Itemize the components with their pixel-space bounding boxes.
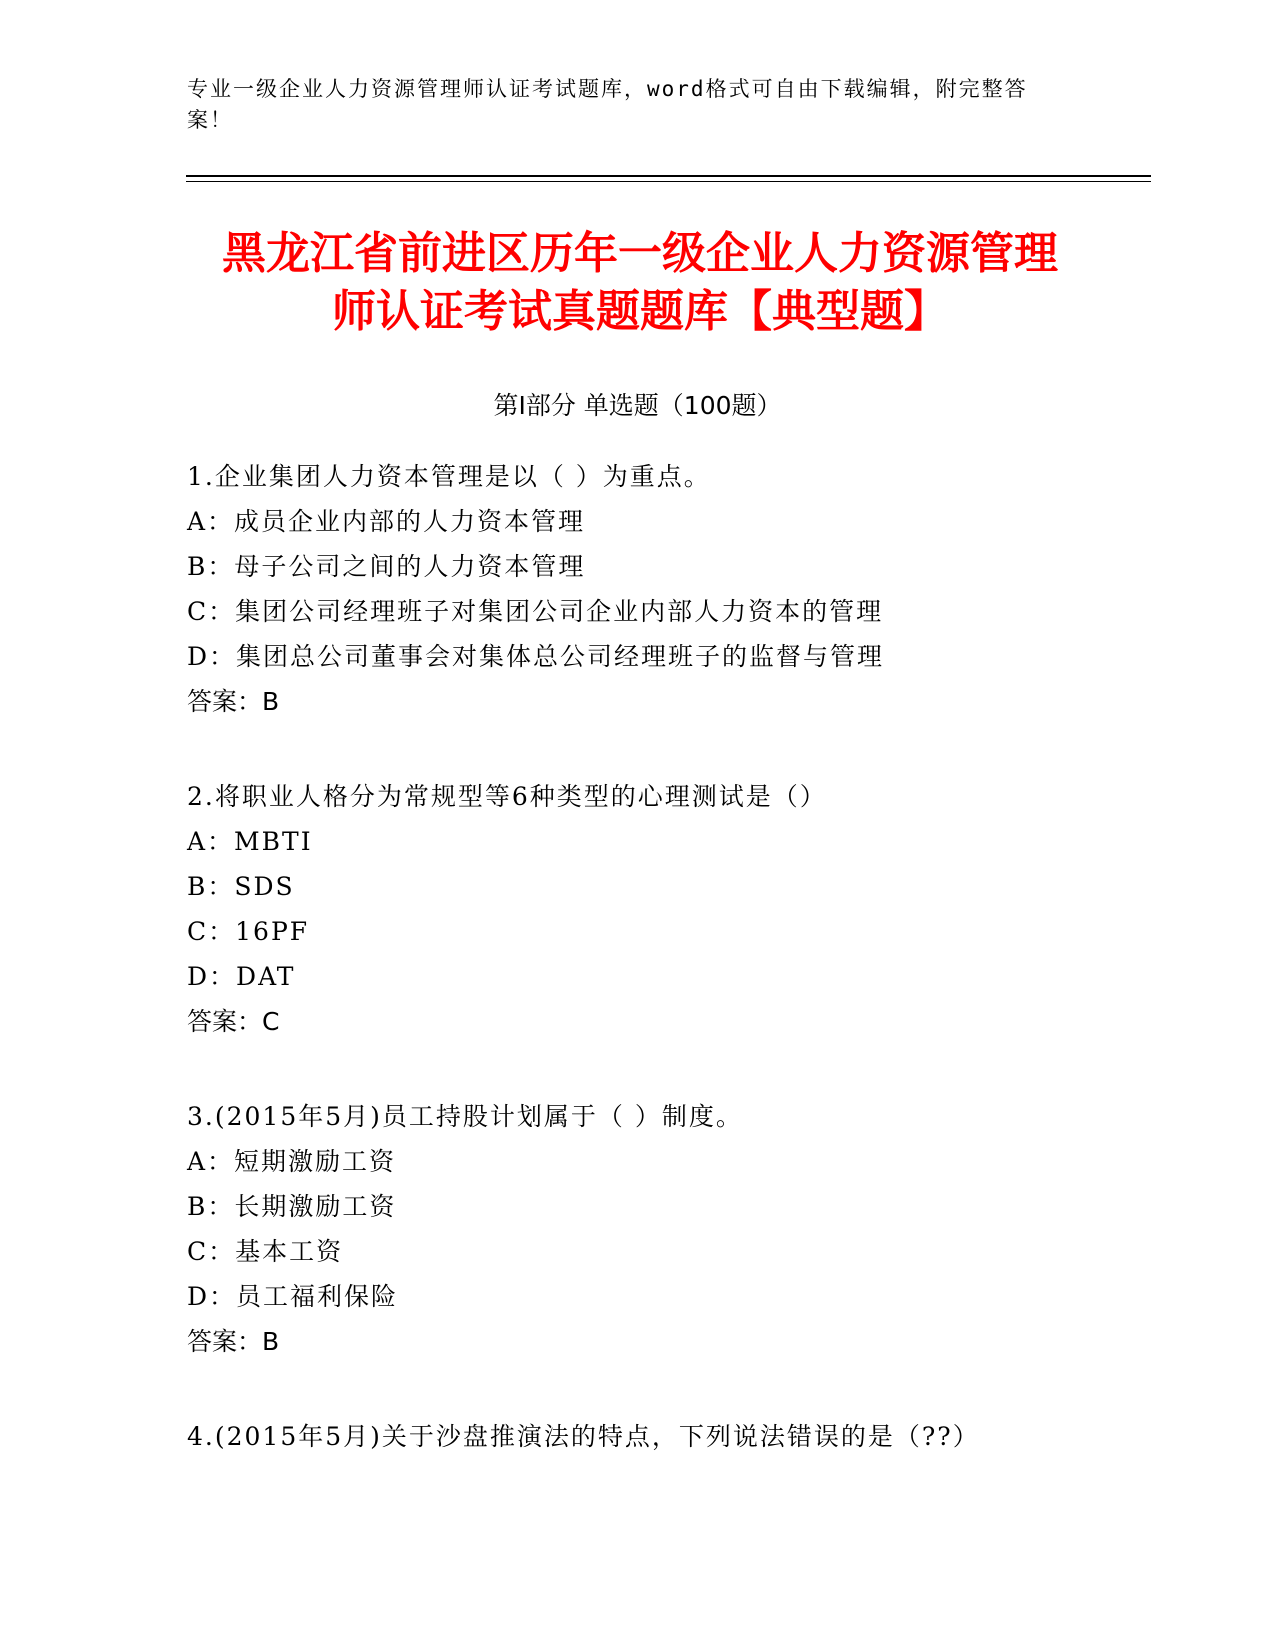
section-heading: 第Ⅰ部分 单选题（100题） [493,391,782,420]
answer: 答案：B [187,687,280,716]
option-d: D：集团总公司董事会对集体总公司经理班子的监督与管理 [187,642,885,671]
document-title-line-1: 黑龙江省前进区历年一级企业人力资源管理 [222,228,1058,279]
answer: 答案：C [187,1007,280,1036]
question-2 [187,774,1187,1044]
question-stem: 1.企业集团人力资本管理是以（ ）为重点。 [187,462,711,491]
option-a: A：MBTI [187,827,313,856]
question-4 [187,1414,1187,1459]
header-rule-thin [186,181,1151,182]
question-stem: 4.(2015年5月)关于沙盘推演法的特点，下列说法错误的是（??） [187,1422,980,1451]
option-a: A：成员企业内部的人力资本管理 [187,507,586,536]
answer: 答案：B [187,1327,280,1356]
header-note: 专业一级企业人力资源管理师认证考试题库，word格式可自由下载编辑，附完整答案！ [187,77,1028,132]
option-b: B：母子公司之间的人力资本管理 [187,552,586,581]
document-title-line-2: 师认证考试真题题库【典型题】 [332,286,948,337]
question-3 [187,1094,1187,1364]
option-a: A：短期激励工资 [187,1147,397,1176]
option-b: B：长期激励工资 [187,1192,397,1221]
option-c: C：16PF [187,917,310,946]
question-1 [187,454,1187,724]
option-c: C：集团公司经理班子对集团公司企业内部人力资本的管理 [187,597,884,626]
question-stem: 3.(2015年5月)员工持股计划属于（ ）制度。 [187,1102,743,1131]
document-title [140,225,1140,341]
option-d: D：员工福利保险 [187,1282,399,1311]
option-c: C：基本工资 [187,1237,344,1266]
question-stem: 2.将职业人格分为常规型等6种类型的心理测试是（） [187,782,827,811]
header-rule-thick [186,175,1151,177]
option-d: D：DAT [187,962,296,991]
option-b: B：SDS [187,872,295,901]
